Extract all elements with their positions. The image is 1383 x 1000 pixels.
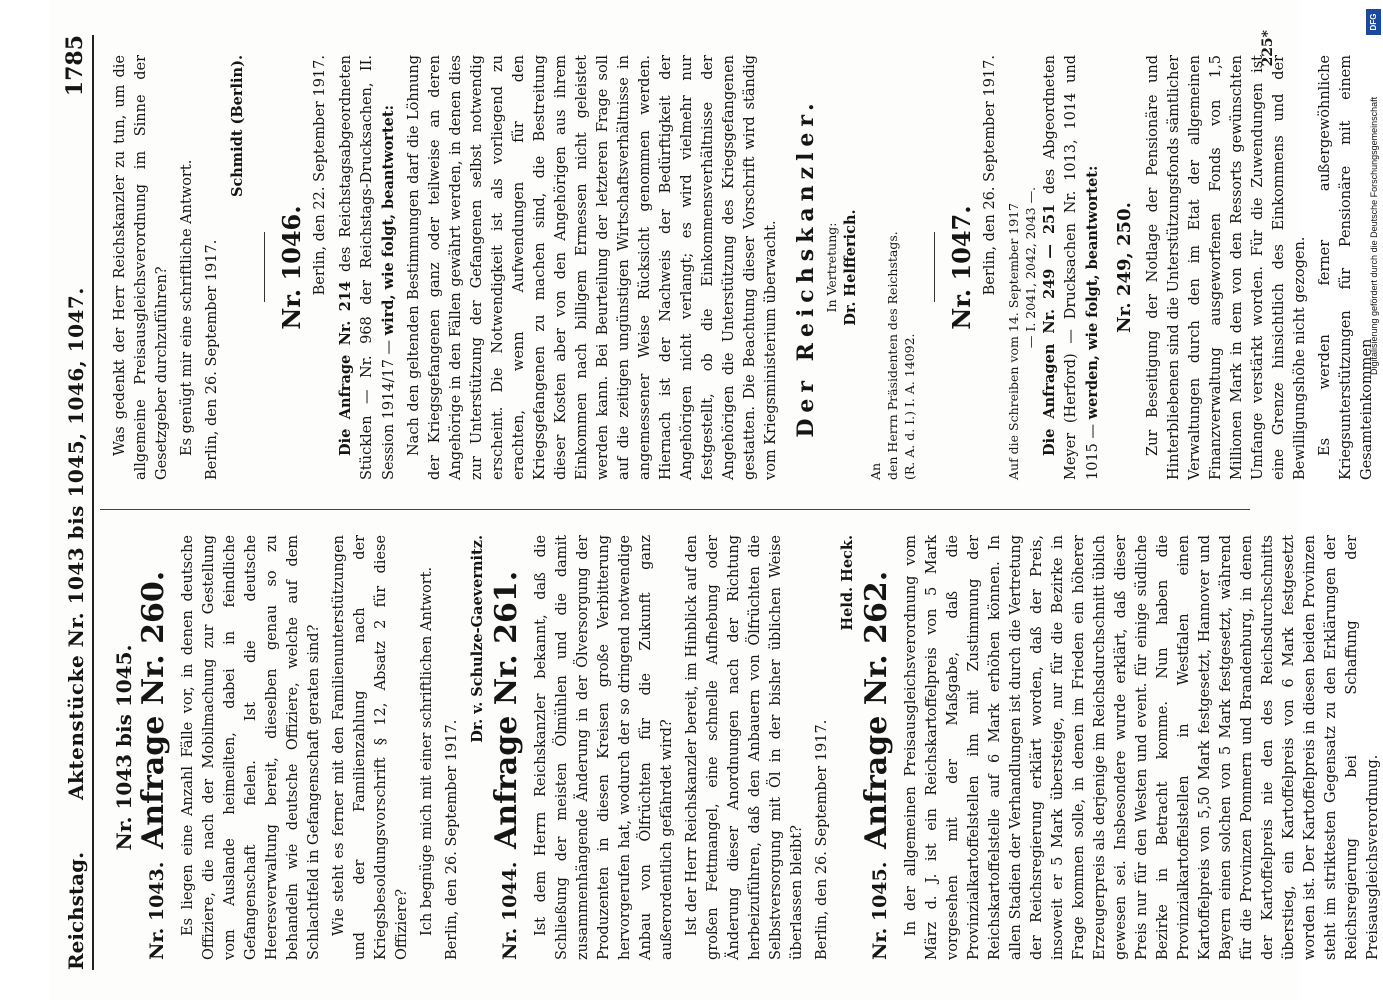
reference: (R. A. d. I.) I. A. 14092. <box>902 333 917 480</box>
paragraph: In der allgemeinen Preisausgleichsverordnung vom März d. J. ist ein Reichskartoffelpreis von 5 Mark vorgesehen mit der Maßgabe, daß die Provinzialkartoffelstellen ihn mit Zustimmung der Reichskartoffelstelle auf 6 Mark erhöhen können. In allen Stadien der Verhandlungen ist durch die Vertretung der Reichsregierung erklärt worden, daß der Preis, insoweit er 5 Mark übersteige, nur für die Bezirke in Frage kommen solle, in denen im Frieden ein höherer Erzeugerpreis als derjenige im Reichsdurchschnitt üblich gewesen sei. Insbesondere wurde erklärt, daß dieser Preis nur für den Westen und event. für einige südliche Bezirke in Betracht komme. Nun haben die Provinzialkartoffelstellen in Westfalen einen Kartoffelpreis von 5,50 Mark festgesetzt, Hannover und Bayern einen solchen von 5 Mark festgesetzt, während für die Provinzen Pommern und Brandenburg, in denen der Kartoffelpreis nie den des Reichsdurchschnitts überstieg, ein Kartoffelpreis von 6 Mark festgesetzt worden ist. Der Kartoffelpreis in diesen beiden Provinzen steht im striktesten Gegensatz zu den Erklärungen der Reichsregierung bei Schaffung der Preisausgleichsverordnung. <box>903 535 1381 960</box>
lead-text: des Abgeordneten Meyer (Herford) — Drucksachen Nr. 1013, 1014 und 1015 — <box>1042 54 1101 480</box>
place-date: Berlin, den 26. September 1917. <box>814 719 830 960</box>
title-1043: Anfrage Nr. 260. <box>136 570 171 850</box>
paragraph: Wie steht es ferner mit den Familienunterstützungen und der Familienzahlung nach der Kriegsbesoldungsvorschrift § 12, Absatz 2 für diese Offiziere? <box>331 535 410 960</box>
paragraph: Zur Beseitigung der Notlage der Pensionäre und Hinterbliebenen sind die Unterstützungsfonds sämtlicher Verwaltungen durch den im Etat der allgemeinen Finanzverwaltung ausgeworfenen Fonds von 1,5 Millionen Mark in dem von den Ressorts gewünschten Umfange verstärkt worden. Für die Zuwendungen ist eine Grenze hinsichtlich des Einkommens und der Bewilligungshöhe nicht gezogen. <box>1145 55 1308 480</box>
signature: Schmidt (Berlin). <box>229 55 246 198</box>
paragraph: Es genügt mir eine schriftliche Antwort. <box>179 159 195 456</box>
heading-1045 <box>859 535 894 960</box>
lead-paragraph <box>1039 55 1104 480</box>
reference: Auf die Schreiben vom 14. September 1917 <box>1006 202 1021 480</box>
lead-bold: Die Anfrage Nr. 214 <box>337 280 354 456</box>
paragraph: Nach den geltenden Bestimmungen darf die Löhnung der Kriegsgefangenen ganz oder teilweise an deren Angehörige in den Fällen gewährt werden, in denen dies zur Unterstützung der Gefangenen selbst notwendig erscheint. Die Notwendigkeit ist als vorliegend zu erachten, wenn Aufwendungen für den Kriegsgefangenen zu machen sind, die Bestreitung dieser Kosten aber von den Angehörigen aus ihrem Einkommen nach billigem Ermessen nicht geleistet werden kann. Bei Beurteilung der letzteren Frage soll auf die zeitigen ungünstigen Wirtschaftsverhältnisse in angemessener Weise Rücksicht genommen werden. Hiernach ist der Nachweis der Bedürftigkeit der Angehörigen nicht verlangt; es wird vielmehr nur festgestellt, ob die Einkommensverhältnisse der Angehörigen die Unterstützung des Kriegsgefangenen gestatten. Die Beachtung dieser Vorschrift wird ständig vom Kriegsministerium überwacht. <box>406 55 779 480</box>
lead-bold: Die Anfragen Nr. 249 — 251 <box>1041 203 1058 456</box>
signature: Held. Heck. <box>839 535 856 631</box>
paragraph: Ist dem Herrn Reichskanzler bekannt, daß die Schließung der meisten Ölmühlen und die damit zusammenhängende Änderung in der Ölversorgung der Produzenten in diesen Kreisen große Verbitterung hervorgerufen hat, wodurch der so dringend notwendige Anbau von Ölfrüchten für die Zukunft ganz außerordentlich gefährdet wird? <box>533 535 675 960</box>
right-column <box>110 55 1382 480</box>
header-left: Reichstag. <box>64 851 88 970</box>
place-date: Berlin, den 26. September 1917. <box>204 239 220 480</box>
range-heading: Nr. 1043 bis 1045. <box>112 644 136 851</box>
paragraph: Ich begnüge mich mit einer schriftlichen Antwort. <box>419 566 435 936</box>
section-rule <box>934 233 935 303</box>
title-1045: Anfrage Nr. 262. <box>859 570 894 850</box>
label-1043: Nr. 1043. <box>146 861 168 960</box>
heading-1044 <box>489 535 524 960</box>
paragraph: Es werden ferner außergewöhnliche Kriegsunterstützungen für Pensionäre mit einem Gesamteinkommen <box>1317 55 1375 480</box>
signer-deputy: In Vertretung: <box>824 222 839 313</box>
lead-paragraph <box>335 55 400 480</box>
lead-text: des Reichstagsabgeordneten Stücklen — Nr. 968 der Reichstags-Drucksachen, II. Session 1914/17 — <box>338 55 397 480</box>
title-1044: Anfrage Nr. 261. <box>489 570 524 850</box>
label-1045: Nr. 1045. <box>869 861 891 960</box>
digitization-text: Digitalisierung gefördert durch die Deutsche Forschungsgemeinschaft <box>1369 96 1379 375</box>
paragraph: Ist der Herr Reichskanzler bereit, im Hinblick auf den großen Fettmangel, eine schnelle Aufhebung oder Änderung dieser Anordnungen nach der Richtung herbeizuführen, daß den Anbauern von Ölfrüchten die Selbstversorgung mit Öl in der bisher üblichen Weise überlassen bleibt? <box>684 535 805 960</box>
address-line: An <box>868 462 883 480</box>
lead-bold-end: werden, wie folgt, beantwortet: <box>1084 165 1101 420</box>
place-date: Berlin, den 22. September 1917. <box>312 55 328 296</box>
signature: Dr. v. Schulze-Gaevernitz. <box>469 535 486 743</box>
heading-1047: Nr. 1047. <box>947 205 976 330</box>
lead-bold-end: wird, wie folgt, beantwortet: <box>380 105 397 336</box>
paragraph: Was gedenkt der Herr Reichskanzler zu tun, um die allgemeine Preisausgleichsverordnung im Sinne der Gesetzgeber durchzuführen? <box>112 55 170 480</box>
section-rule <box>264 233 265 303</box>
left-column <box>110 535 1383 960</box>
column-divider <box>100 509 1250 510</box>
running-header <box>62 35 94 970</box>
place-date: Berlin, den 26. September 1917. <box>444 719 460 960</box>
dfg-logo: DFG <box>1366 9 1381 35</box>
sub-heading: Nr. 249, 250. <box>1114 202 1135 333</box>
paragraph: Es liegen eine Anzahl Fälle vor, in denen deutsche Offiziere, die nach der Mobilmachung zur Gestellung vom Auslande heimeilten, dabei in feindliche Gefangenschaft fielen. Ist die deutsche Heeresverwaltung bereit, dieselben genau so zu behandeln wie deutsche Offiziere, welche auf dem Schlachtfeld in Gefangenschaft geraten sind? <box>180 535 322 960</box>
digitization-note <box>1364 5 1383 995</box>
signer-title: Der Reichskanzler. <box>793 97 819 438</box>
heading-1043 <box>136 535 171 960</box>
address-line: den Herrn Präsidenten des Reichstags. <box>885 231 900 480</box>
header-title: Aktenstücke Nr. 1043 bis 1045, 1046, 1047. <box>64 287 88 800</box>
page-number: 1785 <box>62 35 88 97</box>
heading-1046: Nr. 1046. <box>277 205 306 330</box>
signature-mark: 225* <box>1260 30 1276 67</box>
label-1044: Nr. 1044. <box>499 861 521 960</box>
place-date: Berlin, den 26. September 1917. <box>982 55 998 296</box>
reference: — I. 2041, 2042, 2043 —. <box>1023 186 1038 349</box>
signer-name: Dr. Helfferich. <box>842 209 859 326</box>
